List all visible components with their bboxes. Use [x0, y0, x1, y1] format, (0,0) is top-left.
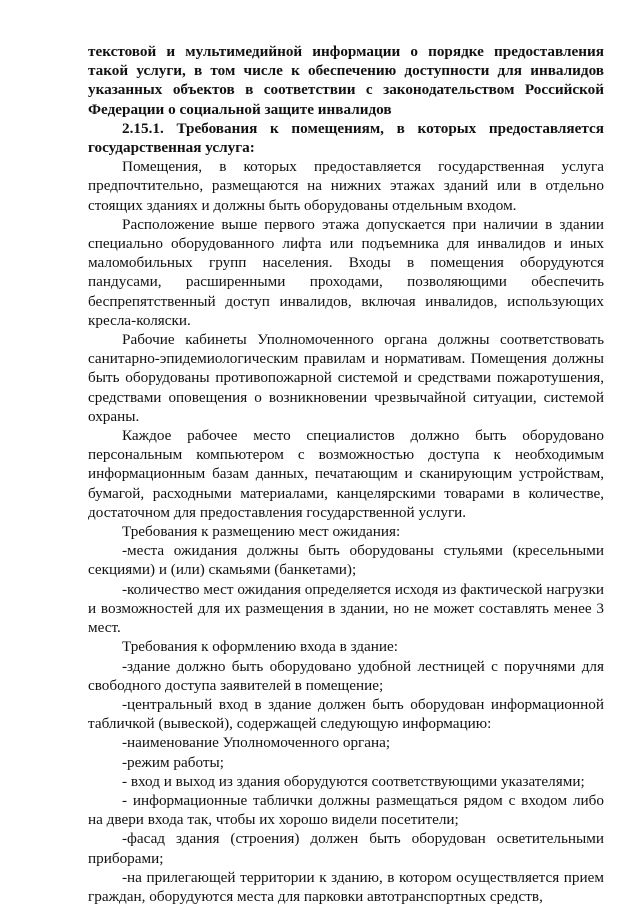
- paragraph: Расположение выше первого этажа допускается при наличии в здании специально оборудованного лифта или подъемника для инвалидов и иных маломобильных групп населения. Входы в помещения оборудуются пандусами, расширенными проходами, позволяющими обеспечить беспрепятственный доступ инвалидов, включая инвалидов, использующих кресла-коляски.: [88, 215, 604, 329]
- paragraph: Помещения, в которых предоставляется государственная услуга предпочтительно, размещаются на нижних этажах зданий или в отдельно стоящих зданиях и должны быть оборудованы отдельным входом.: [88, 158, 604, 214]
- paragraph: -фасад здания (строения) должен быть оборудован осветительными приборами;: [88, 830, 604, 867]
- paragraph: -количество мест ожидания определяется исходя из фактической нагрузки и возможностей для их размещения в здании, но не может составлять менее 3 мест.: [88, 580, 604, 637]
- paragraph: -здание должно быть оборудовано удобной лестницей с поручнями для свободного доступа заявителей в помещение;: [88, 657, 604, 694]
- section-heading: 2.15.1. Требования к помещениям, в которых предоставляется государственная услуга:: [88, 119, 604, 157]
- paragraph: -места ожидания должны быть оборудованы стульями (кресельными секциями) и (или) скамьями (банкетами);: [88, 542, 604, 579]
- paragraph: -режим работы;: [122, 753, 224, 771]
- paragraph: - информационные таблички должны размещаться рядом с входом либо на двери входа так, чтобы их хорошо видели посетители;: [88, 791, 604, 829]
- paragraph: -центральный вход в здание должен быть оборудован информационной табличкой (вывеской), содержащей следующую информацию:: [88, 695, 604, 733]
- intro-bold-text: текстовой и мультимедийной информации о порядке предоставления такой услуги, в том числе к обеспечению доступности для инвалидов указанных объектов в соответствии с законодательством Российской Федерации о социальной защите инвалидов: [88, 43, 604, 118]
- paragraph: Каждое рабочее место специалистов должно быть оборудовано персональным компьютером с возможностью доступа к необходимым информационным базам данных, печатающим и сканирующим устройствам, бумагой, расходными материалами, канцелярскими товарами в количестве, достаточном для предоставления государственной услуги.: [88, 427, 604, 521]
- paragraph: Требования к оформлению входа в здание:: [122, 638, 398, 656]
- paragraph: Требования к размещению мест ожидания:: [122, 523, 401, 541]
- paragraph: - вход и выход из здания оборудуются соответствующими указателями;: [122, 772, 585, 790]
- paragraph: -на прилегающей территории к зданию, в котором осуществляется прием граждан, оборудуются места для парковки автотранспортных средств,: [88, 868, 604, 905]
- paragraph: -наименование Уполномоченного органа;: [122, 734, 391, 752]
- paragraph: Рабочие кабинеты Уполномоченного органа должны соответствовать санитарно-эпидемиологическим правилам и нормативам. Помещения должны быть оборудованы противопожарной системой и средствами пожаротушения, средствами оповещения о возникновении чрезвычайной ситуации, системой охраны.: [88, 331, 604, 425]
